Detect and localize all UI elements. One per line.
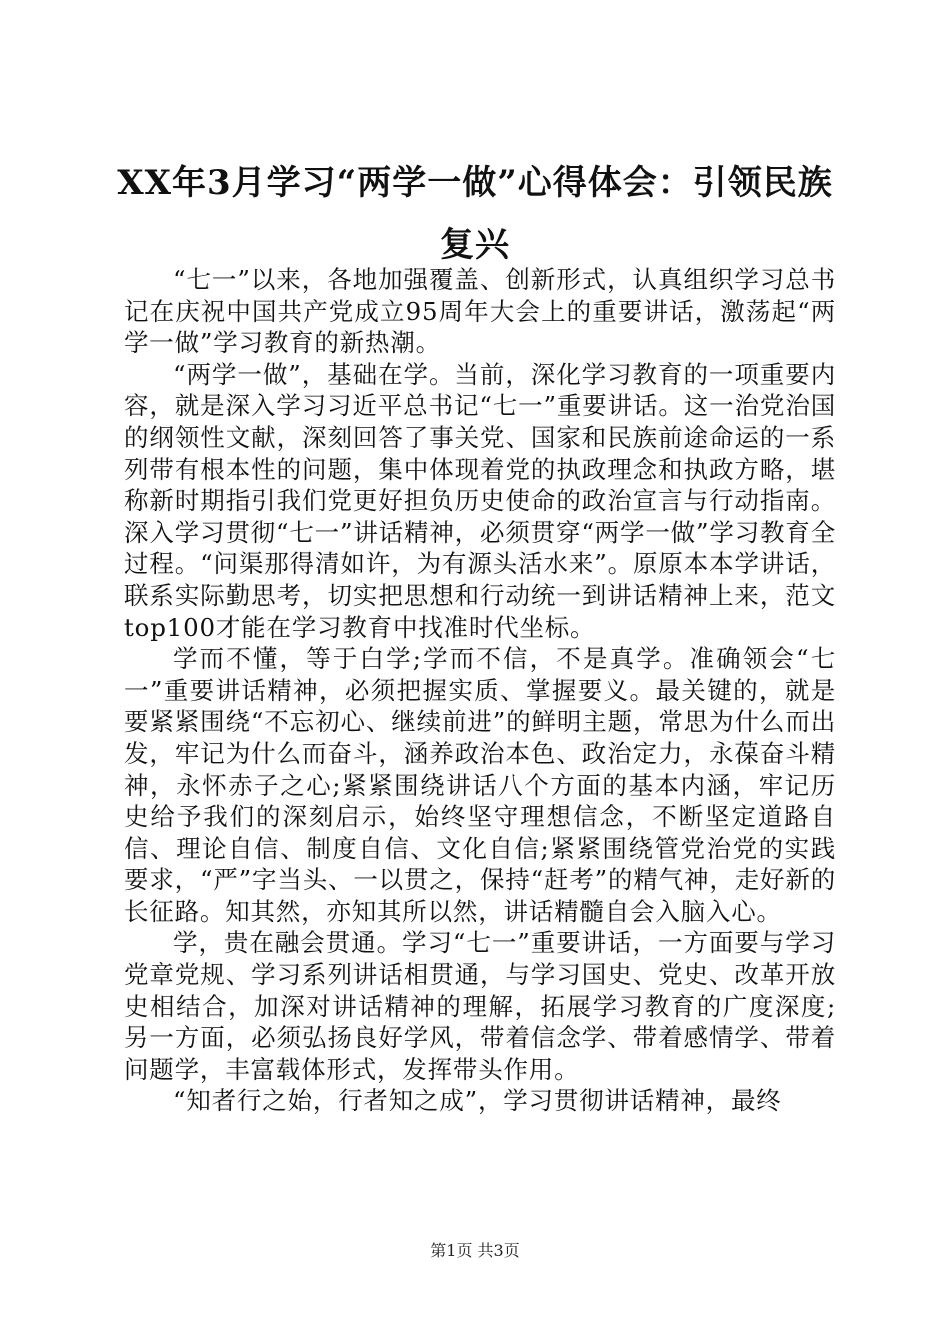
paragraph: “两学一做”，基础在学。当前，深化学习教育的一项重要内容，就是深入学习习近平总书记“七一”重要讲话。这一治党治国的纲领性文献，深刻回答了事关党、国家和民族前途命运的一系列带有根本性的问题，集中体现着党的执政理念和执政方略，堪称新时期指引我们党更好担负历史使命的政治宣言与行动指南。深入学习贯彻“七一”讲话精神，必须贯穿“两学一做”学习教育全过程。“问渠那得清如许，为有源头活水来”。原原本本学讲话，联系实际勤思考，切实把思想和行动统一到讲话精神上来，范文top100才能在学习教育中找准时代坐标。 [124,359,836,642]
paragraph: 学而不懂，等于白学;学而不信，不是真学。准确领会“七一”重要讲话精神，必须把握实质、掌握要义。最关键的，就是要紧紧围绕“不忘初心、继续前进”的鲜明主题，常思为什么而出发，牢记为什么而奋斗，涵养政治本色、政治定力，永葆奋斗精神，永怀赤子之心;紧紧围绕讲话八个方面的基本内涵，牢记历史给予我们的深刻启示，始终坚守理想信念，不断坚定道路自信、理论自信、制度自信、文化自信;紧紧围绕管党治党的实践要求，“严”字当头、一以贯之，保持“赶考”的精气神，走好新的长征路。知其然，亦知其所以然，讲话精髓自会入脑入心。 [124,644,837,926]
paragraph: “七一”以来，各地加强覆盖、创新形式，认真组织学习总书记在庆祝中国共产党成立95周年大会上的重要讲话，激荡起“两学一做”学习教育的新热潮。 [124,265,836,358]
document-title: XX年3月学习“两学一做”心得体会：引领民族复兴 [117,163,833,265]
paragraph: “知者行之始，行者知之成”，学习贯彻讲话精神，最终 [173,1086,782,1116]
page-number-footer: 第1页 共3页 [430,1241,520,1260]
document-body [124,264,836,1117]
paragraph: 学，贵在融会贯通。学习“七一”重要讲话，一方面要与学习党章党规、学习系列讲话相贯通，与学习国史、党史、改革开放史相结合，加深对讲话精神的理解，拓展学习教育的广度深度;另一方面，必须弘扬良好学风，带着信念学、带着感情学、带着问题学，丰富载体形式，发挥带头作用。 [124,928,836,1084]
